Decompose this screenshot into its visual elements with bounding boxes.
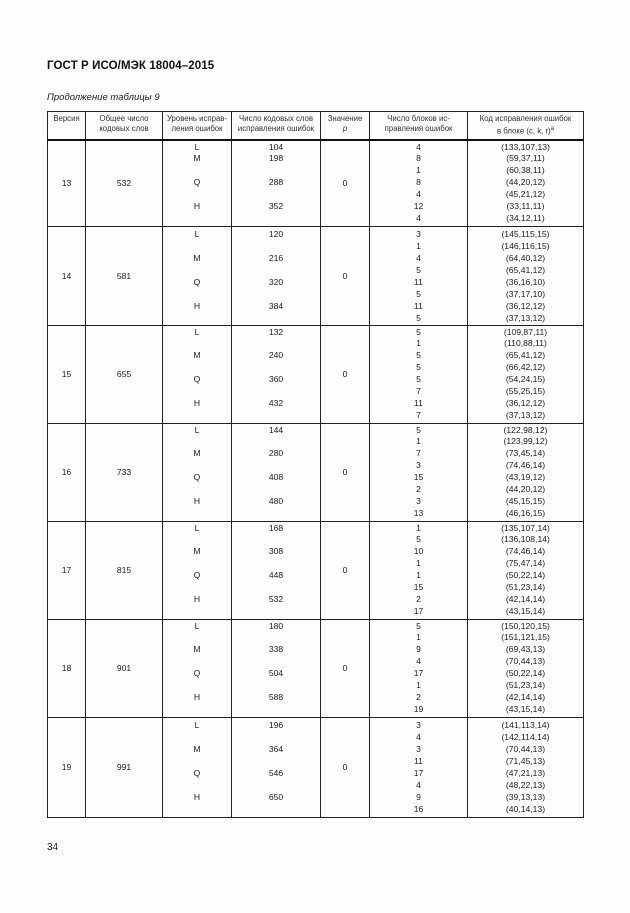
ec-level-label: H [193, 691, 201, 702]
ec-code-value: (75,47,14) [505, 558, 546, 569]
ec-blocks-value: 2 [416, 483, 421, 494]
ec-codewords-value: 432 [268, 397, 284, 408]
ec-level-label: H [193, 200, 201, 211]
version-group [48, 226, 584, 325]
ec-code-value: (48,22,13) [505, 780, 546, 791]
ec-code-value: (42,14,14) [505, 593, 546, 604]
ec-code-value: (60,38,11) [506, 165, 545, 176]
ec-codewords-value: 180 [268, 620, 284, 631]
cell-total-codewords: 733 [86, 423, 163, 521]
ec-level-label: H [193, 792, 201, 803]
ec-blocks-value: 13 [413, 507, 424, 518]
ec-code-value: (51,23,14) [505, 581, 546, 592]
cell-total-codewords: 991 [86, 717, 163, 817]
cell-ec-codes [468, 423, 584, 521]
ec-blocks-value: 1 [416, 165, 421, 176]
ec-blocks-value: 1 [416, 679, 421, 690]
ec-code-value: (59,37,11) [506, 153, 545, 164]
ec-blocks-value: 3 [416, 460, 421, 471]
ec-code-value: (36,12,12) [505, 397, 546, 408]
ec-codewords-value: 168 [268, 522, 284, 533]
ec-blocks-value: 12 [413, 200, 424, 211]
ec-blocks-value: 5 [416, 620, 421, 631]
ec-code-value: (55,25,15) [505, 385, 546, 396]
cell-p-value: 0 [321, 226, 370, 325]
ec-blocks-value: 15 [413, 581, 424, 592]
ec-level-label: Q [193, 472, 201, 483]
ec-code-value: (37,17,10) [505, 288, 546, 299]
ec-blocks-value: 1 [416, 240, 421, 251]
col-header-p-value: Значение p [321, 112, 370, 140]
version-group [48, 140, 584, 227]
ec-level-label: Q [193, 374, 201, 385]
ec-codewords-value: 198 [268, 153, 284, 164]
ec-code-value: (50,22,14) [505, 668, 546, 679]
cell-total-codewords: 532 [86, 140, 163, 227]
ec-code-value: (146,116,15) [501, 240, 550, 251]
ec-code-value: (133,107,13) [501, 141, 550, 152]
table-row [48, 226, 584, 325]
ec-codewords-value: 364 [268, 743, 284, 754]
ec-blocks-value: 19 [413, 703, 424, 714]
ec-blocks-value: 4 [416, 141, 421, 152]
ec-code-value: (150,120,15) [501, 620, 550, 631]
ec-code-value: (142,114,14) [501, 731, 550, 742]
ec-code-value: (51,23,14) [505, 679, 546, 690]
ec-code-value: (65,41,12) [505, 264, 546, 275]
ec-code-value: (74,46,14) [505, 460, 546, 471]
version-group [48, 423, 584, 521]
ec-level-label: M [193, 644, 201, 655]
ec-blocks-value: 4 [416, 252, 421, 263]
ec-blocks-value: 15 [413, 472, 424, 483]
ec-code-value: (69,43,13) [505, 644, 546, 655]
ec-level-label: M [193, 448, 201, 459]
ec-codewords-value: 320 [268, 276, 284, 287]
cell-ec-codes [468, 717, 584, 817]
ec-code-value: (122,98,12) [503, 424, 548, 435]
version-group [48, 717, 584, 817]
ec-code-value: (54,24,15) [505, 374, 546, 385]
ec-level-label: Q [193, 570, 201, 581]
col-header-ec-level: Уровень исправ- ления ошибок [163, 112, 232, 140]
ec-level-label: L [194, 326, 200, 337]
cell-ec-levels [163, 717, 232, 817]
ec-code-value: (110,88,11) [504, 338, 547, 349]
ec-codewords-value: 132 [268, 326, 284, 337]
cell-ec-levels [163, 140, 232, 227]
ec-blocks-value: 16 [413, 804, 424, 815]
document-title: ГОСТ Р ИСО/МЭК 18004–2015 [47, 60, 215, 72]
ec-level-label: M [193, 252, 201, 263]
ec-codewords-value: 546 [268, 768, 284, 779]
ec-blocks-value: 4 [416, 188, 421, 199]
ec-blocks-value: 5 [416, 264, 421, 275]
cell-ec-codes [468, 521, 584, 619]
ec-code-value: (34,12,11) [506, 212, 545, 223]
cell-p-value: 0 [321, 619, 370, 717]
ec-code-value: (70,44,13) [505, 656, 546, 667]
cell-ec-codes [468, 140, 584, 227]
ec-blocks-value: 5 [416, 312, 421, 323]
ec-code-value: (42,14,14) [505, 691, 546, 702]
cell-p-value: 0 [321, 140, 370, 227]
ec-blocks-value: 1 [416, 570, 421, 581]
cell-ec-codewords [232, 423, 321, 521]
cell-ec-levels [163, 226, 232, 325]
cell-ec-codewords [232, 226, 321, 325]
ec-blocks-value: 1 [416, 436, 421, 447]
table-row [48, 423, 584, 521]
ec-blocks-value: 11 [414, 755, 423, 766]
ec-level-label: L [194, 522, 200, 533]
cell-ec-levels [163, 521, 232, 619]
cell-ec-levels [163, 325, 232, 423]
ec-blocks-value: 3 [416, 495, 421, 506]
ec-codewords-value: 104 [268, 141, 284, 152]
ec-level-label: L [194, 620, 200, 631]
ec-code-value: (44,20,12) [505, 483, 546, 494]
ec-codewords-value: 338 [268, 644, 284, 655]
cell-ec-codewords [232, 521, 321, 619]
ec-level-label: H [193, 300, 201, 311]
ec-blocks-value: 17 [413, 768, 424, 779]
ec-code-value: (74,46,14) [505, 546, 546, 557]
cell-p-value: 0 [321, 423, 370, 521]
cell-ec-levels [163, 423, 232, 521]
version-group [48, 521, 584, 619]
cell-version: 14 [48, 226, 86, 325]
cell-ec-codewords [232, 717, 321, 817]
ec-code-value: (123,99,12) [503, 436, 548, 447]
ec-blocks-value: 1 [416, 522, 421, 533]
ec-code-value: (71,45,13) [505, 755, 546, 766]
page-number: 34 [47, 842, 59, 853]
ec-level-label: L [194, 424, 200, 435]
cell-total-codewords: 815 [86, 521, 163, 619]
ec-blocks-value: 11 [414, 300, 423, 311]
ec-codewords-value: 196 [268, 719, 284, 730]
ec-blocks-value: 4 [416, 731, 421, 742]
cell-ec-blocks [370, 423, 468, 521]
ec-blocks-value: 4 [416, 212, 421, 223]
cell-version: 16 [48, 423, 86, 521]
version-group [48, 325, 584, 423]
ec-blocks-value: 5 [416, 362, 421, 373]
table-row [48, 619, 584, 717]
version-group [48, 619, 584, 717]
ec-code-value: (45,21,12) [505, 188, 546, 199]
ec-codewords-value: 532 [268, 593, 284, 604]
cell-version: 18 [48, 619, 86, 717]
cell-ec-codewords [232, 619, 321, 717]
ec-codewords-value: 120 [268, 228, 284, 239]
ec-codewords-value: 480 [268, 495, 284, 506]
ec-blocks-value: 4 [416, 656, 421, 667]
ec-code-value: (43,15,14) [505, 703, 546, 714]
ec-code-value: (37,13,12) [505, 312, 546, 323]
ec-code-value: (145,115,15) [501, 228, 550, 239]
ec-code-value: (33,11,11) [506, 200, 545, 211]
cell-version: 19 [48, 717, 86, 817]
ec-code-value: (40,14,13) [505, 804, 546, 815]
ec-level-label: H [193, 593, 201, 604]
table-row [48, 717, 584, 817]
ec-codewords-value: 650 [268, 792, 284, 803]
ec-blocks-value: 9 [416, 644, 421, 655]
ec-blocks-value: 7 [416, 409, 421, 420]
ec-blocks-value: 8 [416, 153, 421, 164]
cell-ec-blocks [370, 226, 468, 325]
ec-codewords-value: 308 [268, 546, 284, 557]
ec-blocks-value: 9 [416, 792, 421, 803]
ec-blocks-value: 2 [416, 691, 421, 702]
ec-level-label: M [193, 546, 201, 557]
ec-code-value: (73,45,14) [505, 448, 546, 459]
ec-blocks-value: 7 [416, 385, 421, 396]
ec-code-value: (109,87,11) [503, 326, 548, 337]
table-caption: Продолжение таблицы 9 [47, 92, 160, 103]
ec-level-label: Q [193, 177, 201, 188]
ec-level-label: Q [193, 276, 201, 287]
cell-ec-blocks [370, 521, 468, 619]
ec-blocks-value: 5 [416, 534, 421, 545]
ec-code-value: (36,16,10) [505, 276, 546, 287]
cell-ec-levels [163, 619, 232, 717]
ec-blocks-value: 8 [416, 177, 421, 188]
ec-blocks-value: 4 [416, 780, 421, 791]
ec-codewords-value: 144 [268, 424, 284, 435]
ec-codewords-value: 504 [268, 668, 284, 679]
ec-blocks-value: 3 [416, 743, 421, 754]
cell-ec-blocks [370, 717, 468, 817]
ec-codewords-value: 384 [268, 300, 284, 311]
cell-ec-codes [468, 226, 584, 325]
col-header-total-codewords: Общее число кодовых слов [86, 112, 163, 140]
col-header-version: Версия [48, 112, 86, 140]
cell-p-value: 0 [321, 325, 370, 423]
ec-code-value: (36,12,12) [505, 300, 546, 311]
ec-blocks-value: 11 [414, 397, 423, 408]
ec-level-label: H [193, 397, 201, 408]
ec-level-label: M [193, 153, 201, 164]
cell-p-value: 0 [321, 717, 370, 817]
cell-ec-codewords [232, 140, 321, 227]
cell-total-codewords: 655 [86, 325, 163, 423]
ec-blocks-value: 17 [413, 668, 424, 679]
ec-blocks-value: 7 [416, 448, 421, 459]
ec-blocks-value: 11 [414, 276, 423, 287]
cell-ec-blocks [370, 140, 468, 227]
cell-total-codewords: 901 [86, 619, 163, 717]
cell-ec-codes [468, 619, 584, 717]
ec-blocks-value: 5 [416, 350, 421, 361]
ec-code-value: (47,21,13) [505, 768, 546, 779]
ec-codewords-value: 288 [268, 177, 284, 188]
ec-level-label: L [194, 228, 200, 239]
ec-blocks-value: 3 [416, 228, 421, 239]
ec-code-value: (45,15,15) [505, 495, 546, 506]
ec-blocks-value: 5 [416, 374, 421, 385]
ec-code-value: (136,108,14) [501, 534, 550, 545]
ec-code-value: (66,42,12) [505, 362, 546, 373]
ec-code-value: (70,44,13) [505, 743, 546, 754]
ec-blocks-value: 5 [416, 288, 421, 299]
ec-code-value: (43,15,14) [505, 605, 546, 616]
ec-code-value: (64,40,12) [505, 252, 546, 263]
ec-level-label: L [194, 719, 200, 730]
ec-code-value: (46,16,15) [505, 507, 546, 518]
ec-level-label: Q [193, 768, 201, 779]
ec-blocks-value: 3 [416, 719, 421, 730]
ec-codewords-value: 360 [268, 374, 284, 385]
cell-ec-codes [468, 325, 584, 423]
ec-level-label: H [193, 495, 201, 506]
ec-code-value: (151,121,15) [501, 632, 550, 643]
ec-table [47, 111, 584, 818]
ec-code-value: (39,13,13) [505, 792, 546, 803]
ec-level-label: L [194, 141, 200, 152]
col-header-ec-codewords: Число кодовых слов исправления ошибок [232, 112, 321, 140]
cell-version: 13 [48, 140, 86, 227]
cell-version: 15 [48, 325, 86, 423]
ec-codewords-value: 240 [268, 350, 284, 361]
col-header-ec-code: Код исправления ошибок в блоке (c, k, r)$^a$ [468, 112, 584, 140]
ec-codewords-value: 280 [268, 448, 284, 459]
ec-blocks-value: 1 [416, 338, 421, 349]
ec-level-label: Q [193, 668, 201, 679]
ec-blocks-value: 17 [413, 605, 424, 616]
cell-ec-codewords [232, 325, 321, 423]
cell-p-value: 0 [321, 521, 370, 619]
ec-blocks-value: 5 [416, 326, 421, 337]
ec-blocks-value: 10 [413, 546, 424, 557]
ec-code-value: (50,22,14) [505, 570, 546, 581]
ec-codewords-value: 352 [268, 200, 284, 211]
ec-blocks-value: 1 [416, 632, 421, 643]
ec-codewords-value: 448 [268, 570, 284, 581]
ec-code-value: (37,13,12) [505, 409, 546, 420]
ec-code-value: (44,20,12) [505, 177, 546, 188]
ec-code-value: (141,113,14) [501, 719, 550, 730]
ec-codewords-value: 216 [268, 252, 284, 263]
ec-code-value: (135,107,14) [501, 522, 550, 533]
cell-ec-blocks [370, 325, 468, 423]
cell-version: 17 [48, 521, 86, 619]
cell-ec-blocks [370, 619, 468, 717]
table-header-row [48, 112, 584, 140]
table-row [48, 325, 584, 423]
ec-codewords-value: 408 [268, 472, 284, 483]
cell-total-codewords: 581 [86, 226, 163, 325]
table-row [48, 140, 584, 227]
ec-level-label: M [193, 743, 201, 754]
ec-code-value: (65,41,12) [505, 350, 546, 361]
ec-code-value: (43,19,12) [505, 472, 546, 483]
ec-blocks-value: 5 [416, 424, 421, 435]
ec-blocks-value: 1 [416, 558, 421, 569]
ec-level-label: M [193, 350, 201, 361]
col-header-ec-blocks: Число блоков ис- правления ошибок [370, 112, 468, 140]
ec-codewords-value: 588 [268, 691, 284, 702]
table-row [48, 521, 584, 619]
ec-blocks-value: 2 [416, 593, 421, 604]
